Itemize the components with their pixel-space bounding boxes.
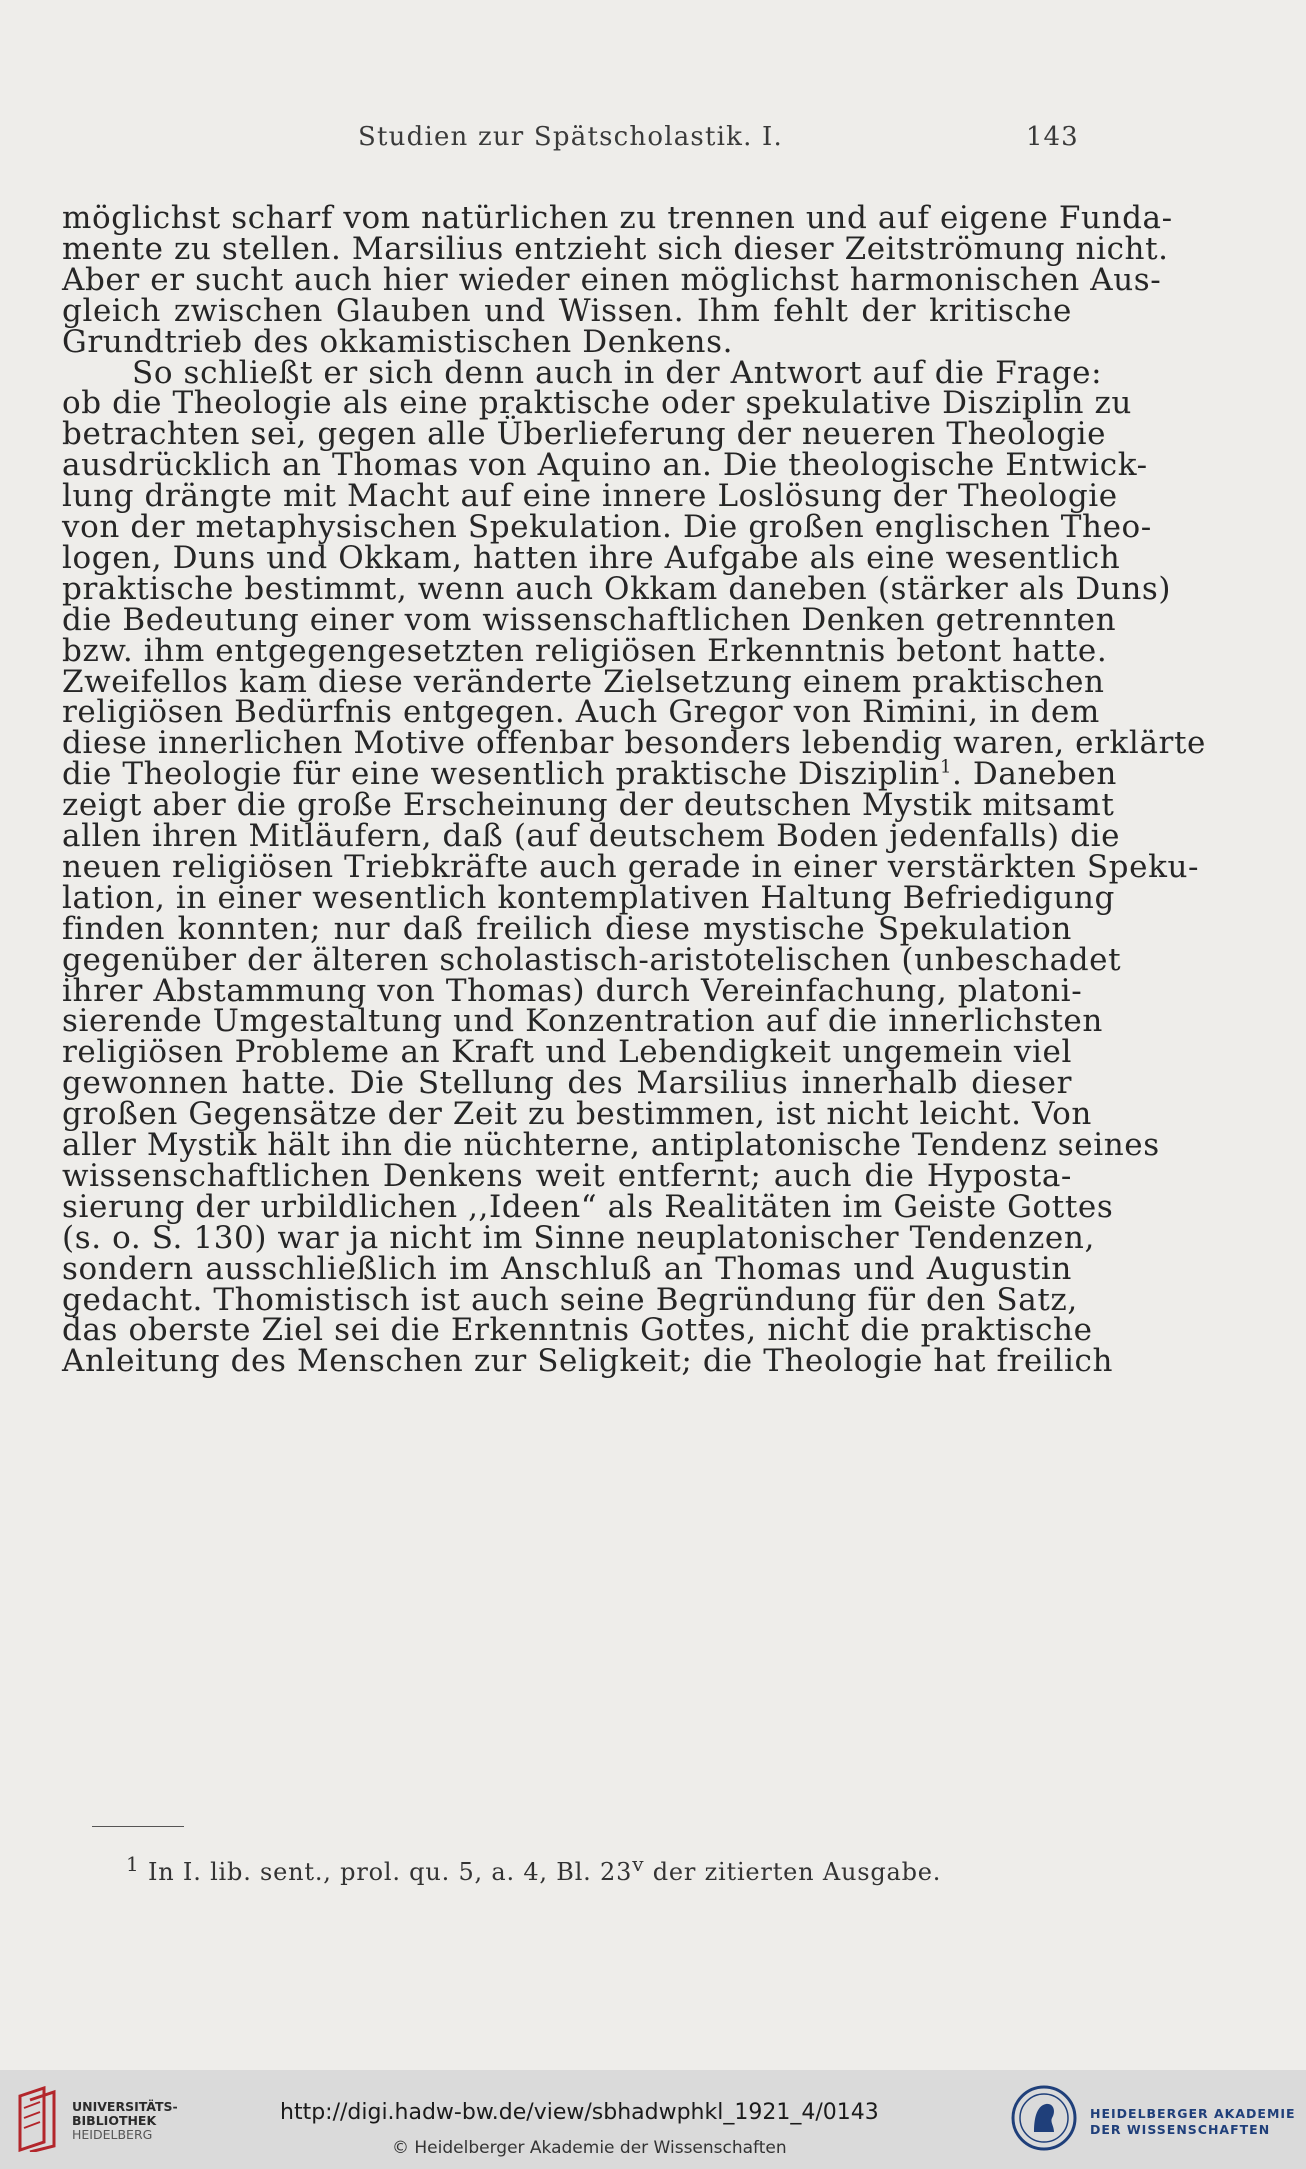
text-line: großen Gegensätze der Zeit zu bestimmen, ist nicht leicht. Von <box>62 1096 1092 1133</box>
text-line: ob die Theologie als eine praktische oder spekulative Disziplin zu <box>62 385 1133 422</box>
text-line: neuen religiösen Triebkräfte auch gerade in einer verstärkten Speku- <box>62 848 1200 885</box>
text-line: gleich zwischen Glauben und Wissen. Ihm fehlt der kritische <box>62 292 1072 329</box>
text-line: Anleitung des Menschen zur Seligkeit; die Theologie hat freilich <box>62 1343 1114 1380</box>
text-line: wissenschaftlichen Denkens weit entfernt; auch die Hyposta- <box>62 1157 1072 1194</box>
text-line: ihrer Abstammung von Thomas) durch Vereinfachung, platoni- <box>62 972 1083 1009</box>
text-line: So schließt er sich denn auch in der Antwort auf die Frage: <box>132 354 1103 391</box>
text-line: Grundtrieb des okkamistischen Denkens. <box>62 323 734 360</box>
academy-line-2: DER WISSENSCHAFTEN <box>1090 2122 1271 2137</box>
library-line-1: UNIVERSITÄTS- <box>72 2099 178 2114</box>
text-line: das oberste Ziel sei die Erkenntnis Gottes, nicht die praktische <box>62 1312 1093 1349</box>
text-line: lung drängte mit Macht auf eine innere Loslösung der Theologie <box>62 478 1118 515</box>
text-line: diese innerlichen Motive offenbar besonders lebendig waren, erklärte <box>62 725 1206 762</box>
text-line: betrachten sei, gegen alle Überlieferung der neueren Theologie <box>62 416 1107 453</box>
text-line: gedacht. Thomistisch ist auch seine Begründung für den Satz, <box>62 1281 1078 1318</box>
library-line-3: HEIDELBERG <box>72 2127 153 2142</box>
text-line: Zweifellos kam diese veränderte Zielsetzung einem praktischen <box>62 663 1105 700</box>
text-line: religiösen Bedürfnis entgegen. Auch Gregor von Rimini, in dem <box>62 694 1100 731</box>
text-line: (s. o. S. 130) war ja nicht im Sinne neuplatonischer Tendenzen, <box>62 1219 1095 1256</box>
academy-line-1: HEIDELBERGER AKADEMIE <box>1090 2106 1296 2121</box>
footnote-verso-mark: v <box>632 1852 645 1876</box>
text-line: praktische bestimmt, wenn auch Okkam daneben (stärker als Duns) <box>62 570 1172 607</box>
running-head: Studien zur Spätscholastik. I. <box>358 122 783 152</box>
text-line: ausdrücklich an Thomas von Aquino an. Die theologische Entwick- <box>62 447 1148 484</box>
footnote-text: In I. lib. sent., prol. qu. 5, a. 4, Bl. 23 <box>147 1858 633 1886</box>
text-line: sierung der urbildlichen ,,Ideen“ als Realitäten im Geiste Gottes <box>62 1188 1114 1225</box>
text-line-segment: . Daneben <box>952 756 1117 793</box>
footnote-marker: 1 <box>126 1852 140 1876</box>
text-line: allen ihren Mitläufern, daß (auf deutschem Boden jedenfalls) die <box>62 818 1121 854</box>
text-line: gegenüber der älteren scholastisch-aristotelischen (unbeschadet <box>62 941 1122 978</box>
text-line: Aber er sucht auch hier wieder einen möglichst harmonischen Aus- <box>62 261 1162 298</box>
viewer-footer <box>0 2070 1306 2169</box>
university-library-logo-icon[interactable] <box>14 2086 64 2152</box>
text-line: bzw. ihm entgegengesetzten religiösen Erkenntnis betont hatte. <box>62 632 1108 669</box>
academy-name <box>1090 2106 1296 2138</box>
text-line-segment: die Theologie für eine wesentlich praktische Disziplin <box>62 756 940 793</box>
text-line: möglichst scharf vom natürlichen zu trennen und auf eigene Funda- <box>62 200 1173 236</box>
text-line: die Bedeutung einer vom wissenschaftlichen Denken getrennten <box>62 601 1117 638</box>
permalink-url[interactable]: http://digi.hadw-bw.de/view/sbhadwphkl_1921_4/0143 <box>280 2100 879 2125</box>
text-line: zeigt aber die große Erscheinung der deutschen Mystik mitsamt <box>62 787 1115 824</box>
text-line: sondern ausschließlich im Anschluß an Thomas und Augustin <box>62 1250 1072 1287</box>
text-line: mente zu stellen. Marsilius entzieht sich dieser Zeitströmung nicht. <box>62 230 1169 267</box>
text-line: aller Mystik hält ihn die nüchterne, antiplatonische Tendenz seines <box>62 1127 1160 1163</box>
text-line: gewonnen hatte. Die Stellung des Marsilius innerhalb dieser <box>62 1065 1072 1102</box>
text-line: lation, in einer wesentlich kontemplativen Haltung Befriedigung <box>62 879 1115 916</box>
text-line: logen, Duns und Okkam, hatten ihre Aufgabe als eine wesentlich <box>62 539 1121 576</box>
footnote-text-end: der zitierten Ausgabe. <box>644 1858 942 1886</box>
text-line: sierende Umgestaltung und Konzentration auf die innerlichsten <box>62 1003 1103 1040</box>
academy-seal-icon[interactable] <box>1010 2084 1078 2152</box>
footnote <box>126 1852 941 1886</box>
library-line-2: BIBLIOTHEK <box>72 2113 157 2128</box>
text-line: finden konnten; nur daß freilich diese mystische Spekulation <box>62 910 1072 947</box>
university-library-name <box>72 2100 178 2142</box>
text-line: religiösen Probleme an Kraft und Lebendigkeit ungemein viel <box>62 1034 1072 1071</box>
footnote-separator <box>92 1826 184 1827</box>
copyright-notice: © Heidelberger Akademie der Wissenschaften <box>392 2138 787 2158</box>
page-number: 143 <box>1026 122 1079 152</box>
text-line: von der metaphysischen Spekulation. Die großen englischen Theo- <box>62 509 1152 545</box>
footnote-reference[interactable]: 1 <box>939 756 953 778</box>
